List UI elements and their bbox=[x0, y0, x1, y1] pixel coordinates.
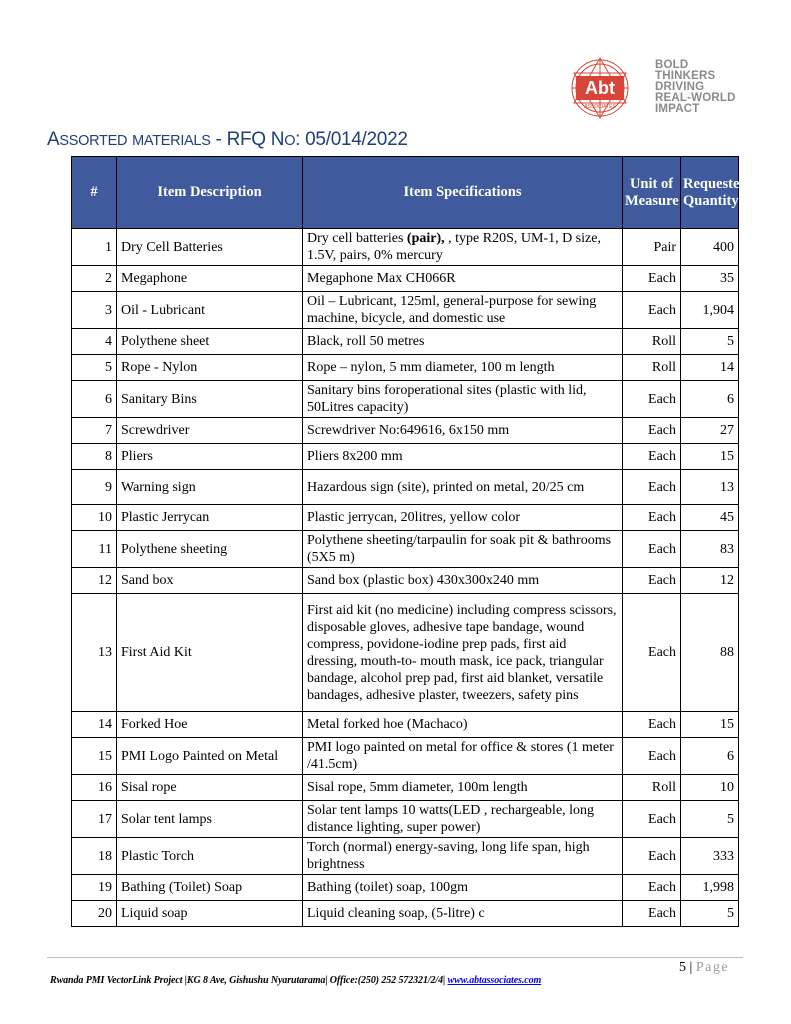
footer-divider bbox=[47, 957, 743, 958]
table-header-row bbox=[72, 157, 739, 229]
item-specification: Polythene sheeting/tarpaulin for soak pit & bathrooms (5X5 m) bbox=[303, 531, 623, 568]
item-description: Dry Cell Batteries bbox=[117, 229, 303, 266]
requested-quantity: 333 bbox=[681, 838, 739, 875]
row-number: 19 bbox=[72, 875, 117, 901]
row-number: 1 bbox=[72, 229, 117, 266]
row-number: 11 bbox=[72, 531, 117, 568]
table-row bbox=[72, 901, 739, 927]
item-description: Liquid soap bbox=[117, 901, 303, 927]
table-row bbox=[72, 875, 739, 901]
company-logo bbox=[567, 56, 747, 124]
table-row bbox=[72, 470, 739, 505]
spec-text-part: (pair), bbox=[406, 231, 445, 246]
item-description: Bathing (Toilet) Soap bbox=[117, 875, 303, 901]
item-description: PMI Logo Painted on Metal bbox=[117, 738, 303, 775]
item-specification: PMI logo painted on metal for office & stores (1 meter /41.5cm) bbox=[303, 738, 623, 775]
table-row bbox=[72, 838, 739, 875]
row-number: 10 bbox=[72, 505, 117, 531]
item-specification: Liquid cleaning soap, (5-litre) c bbox=[303, 901, 623, 927]
table-row bbox=[72, 229, 739, 266]
table-row bbox=[72, 266, 739, 292]
item-description: Forked Hoe bbox=[117, 712, 303, 738]
table-row bbox=[72, 505, 739, 531]
row-number: 3 bbox=[72, 292, 117, 329]
unit-of-measure: Each bbox=[623, 531, 681, 568]
website-link[interactable]: www.abtassociates.com bbox=[447, 975, 542, 986]
row-number: 16 bbox=[72, 775, 117, 801]
column-header-specifications: Item Specifications bbox=[303, 157, 623, 229]
requested-quantity: 5 bbox=[681, 801, 739, 838]
company-tagline: BOLD THINKERS DRIVING REAL-WORLD IMPACT bbox=[655, 59, 736, 115]
unit-of-measure: Each bbox=[623, 875, 681, 901]
item-specification: Torch (normal) energy-saving, long life span, high brightness bbox=[303, 838, 623, 875]
item-specification bbox=[303, 229, 623, 266]
item-specification: Sand box (plastic box) 430x300x240 mm bbox=[303, 568, 623, 594]
row-number: 18 bbox=[72, 838, 117, 875]
table-row bbox=[72, 594, 739, 712]
row-number: 5 bbox=[72, 355, 117, 381]
item-specification: Black, roll 50 metres bbox=[303, 329, 623, 355]
table-row bbox=[72, 738, 739, 775]
requested-quantity: 13 bbox=[681, 470, 739, 505]
item-specification: Oil – Lubricant, 125ml, general-purpose for sewing machine, bicycle, and domestic use bbox=[303, 292, 623, 329]
requested-quantity: 45 bbox=[681, 505, 739, 531]
row-number: 14 bbox=[72, 712, 117, 738]
requested-quantity: 15 bbox=[681, 712, 739, 738]
item-description: Polythene sheeting bbox=[117, 531, 303, 568]
requested-quantity: 14 bbox=[681, 355, 739, 381]
item-specification: Plastic jerrycan, 20litres, yellow color bbox=[303, 505, 623, 531]
item-specification: Sanitary bins foroperational sites (plastic with lid, 50Litres capacity) bbox=[303, 381, 623, 418]
item-description: Warning sign bbox=[117, 470, 303, 505]
row-number: 2 bbox=[72, 266, 117, 292]
item-description: Sanitary Bins bbox=[117, 381, 303, 418]
item-description: Sisal rope bbox=[117, 775, 303, 801]
row-number: 9 bbox=[72, 470, 117, 505]
table-row bbox=[72, 531, 739, 568]
item-description: Plastic Jerrycan bbox=[117, 505, 303, 531]
unit-of-measure: Each bbox=[623, 838, 681, 875]
document-title: ASSORTED MATERIALS - RFQ NO: 05/014/2022 bbox=[47, 129, 408, 150]
row-number: 20 bbox=[72, 901, 117, 927]
unit-of-measure: Each bbox=[623, 381, 681, 418]
unit-of-measure: Each bbox=[623, 418, 681, 444]
requested-quantity: 12 bbox=[681, 568, 739, 594]
item-description: Rope - Nylon bbox=[117, 355, 303, 381]
requested-quantity: 6 bbox=[681, 738, 739, 775]
item-specification: Megaphone Max CH066R bbox=[303, 266, 623, 292]
item-specification: Metal forked hoe (Machaco) bbox=[303, 712, 623, 738]
table-row bbox=[72, 381, 739, 418]
row-number: 4 bbox=[72, 329, 117, 355]
requested-quantity: 1,998 bbox=[681, 875, 739, 901]
item-specification: Rope – nylon, 5 mm diameter, 100 m length bbox=[303, 355, 623, 381]
svg-text:ASSOCIATES: ASSOCIATES bbox=[584, 104, 616, 110]
table-row bbox=[72, 712, 739, 738]
column-header-quantity: Requested Quantity bbox=[681, 157, 739, 229]
item-description: Plastic Torch bbox=[117, 838, 303, 875]
table-body bbox=[72, 229, 739, 927]
page-number: 5 | Page bbox=[679, 960, 730, 975]
requested-quantity: 400 bbox=[681, 229, 739, 266]
table-row bbox=[72, 329, 739, 355]
table-row bbox=[72, 801, 739, 838]
requested-quantity: 5 bbox=[681, 901, 739, 927]
item-specification: Screwdriver No:649616, 6x150 mm bbox=[303, 418, 623, 444]
row-number: 13 bbox=[72, 594, 117, 712]
row-number: 17 bbox=[72, 801, 117, 838]
unit-of-measure: Roll bbox=[623, 775, 681, 801]
requested-quantity: 6 bbox=[681, 381, 739, 418]
row-number: 6 bbox=[72, 381, 117, 418]
requested-quantity: 10 bbox=[681, 775, 739, 801]
table-row bbox=[72, 775, 739, 801]
row-number: 8 bbox=[72, 444, 117, 470]
unit-of-measure: Each bbox=[623, 266, 681, 292]
item-description: Pliers bbox=[117, 444, 303, 470]
table-row bbox=[72, 568, 739, 594]
unit-of-measure: Each bbox=[623, 568, 681, 594]
column-header-number: # bbox=[72, 157, 117, 229]
spec-text-part: , type R20S, UM-1, D size, 1.5V, pairs, 0% mercury bbox=[307, 231, 601, 263]
requested-quantity: 5 bbox=[681, 329, 739, 355]
requested-quantity: 27 bbox=[681, 418, 739, 444]
unit-of-measure: Each bbox=[623, 470, 681, 505]
unit-of-measure: Each bbox=[623, 901, 681, 927]
row-number: 12 bbox=[72, 568, 117, 594]
column-header-description: Item Description bbox=[117, 157, 303, 229]
abt-logo-icon bbox=[567, 56, 639, 124]
table-row bbox=[72, 292, 739, 329]
item-description: Megaphone bbox=[117, 266, 303, 292]
item-specification: First aid kit (no medicine) including compress scissors, disposable gloves, adhesive tape bandage, wound compress, povidone-iodine prep pads, first aid dressing, mouth-to- mouth mask, ice pack, triangular bandage, alcohol prep pad, first aid blanket, versatile bandages, adhesive plaster, tweezers, safety pins bbox=[303, 594, 623, 712]
unit-of-measure: Each bbox=[623, 712, 681, 738]
requested-quantity: 1,904 bbox=[681, 292, 739, 329]
item-description: Screwdriver bbox=[117, 418, 303, 444]
unit-of-measure: Roll bbox=[623, 329, 681, 355]
unit-of-measure: Each bbox=[623, 801, 681, 838]
requested-quantity: 15 bbox=[681, 444, 739, 470]
unit-of-measure: Each bbox=[623, 444, 681, 470]
requested-quantity: 88 bbox=[681, 594, 739, 712]
item-description: Polythene sheet bbox=[117, 329, 303, 355]
table-row bbox=[72, 418, 739, 444]
unit-of-measure: Each bbox=[623, 738, 681, 775]
spec-text-part: Dry cell batteries bbox=[307, 231, 407, 246]
item-specification: Hazardous sign (site), printed on metal, 20/25 cm bbox=[303, 470, 623, 505]
item-specification: Bathing (toilet) soap, 100gm bbox=[303, 875, 623, 901]
item-description: Sand box bbox=[117, 568, 303, 594]
requested-quantity: 35 bbox=[681, 266, 739, 292]
item-description: First Aid Kit bbox=[117, 594, 303, 712]
item-description: Oil - Lubricant bbox=[117, 292, 303, 329]
item-description: Solar tent lamps bbox=[117, 801, 303, 838]
row-number: 7 bbox=[72, 418, 117, 444]
item-specification: Solar tent lamps 10 watts(LED , rechargeable, long distance lighting, super power) bbox=[303, 801, 623, 838]
item-specification: Sisal rope, 5mm diameter, 100m length bbox=[303, 775, 623, 801]
item-specification: Pliers 8x200 mm bbox=[303, 444, 623, 470]
unit-of-measure: Each bbox=[623, 292, 681, 329]
unit-of-measure: Pair bbox=[623, 229, 681, 266]
unit-of-measure: Each bbox=[623, 505, 681, 531]
column-header-unit: Unit of Measure bbox=[623, 157, 681, 229]
svg-text:Abt: Abt bbox=[585, 78, 615, 98]
unit-of-measure: Roll bbox=[623, 355, 681, 381]
requested-quantity: 83 bbox=[681, 531, 739, 568]
items-table bbox=[71, 156, 748, 927]
row-number: 15 bbox=[72, 738, 117, 775]
unit-of-measure: Each bbox=[623, 594, 681, 712]
footer-address: Rwanda PMI VectorLink Project |KG 8 Ave, Gishushu Nyarutarama| Office:(250) 252 572321/2/4| www.abtassociates.com bbox=[50, 975, 542, 986]
table-row bbox=[72, 444, 739, 470]
table-row bbox=[72, 355, 739, 381]
